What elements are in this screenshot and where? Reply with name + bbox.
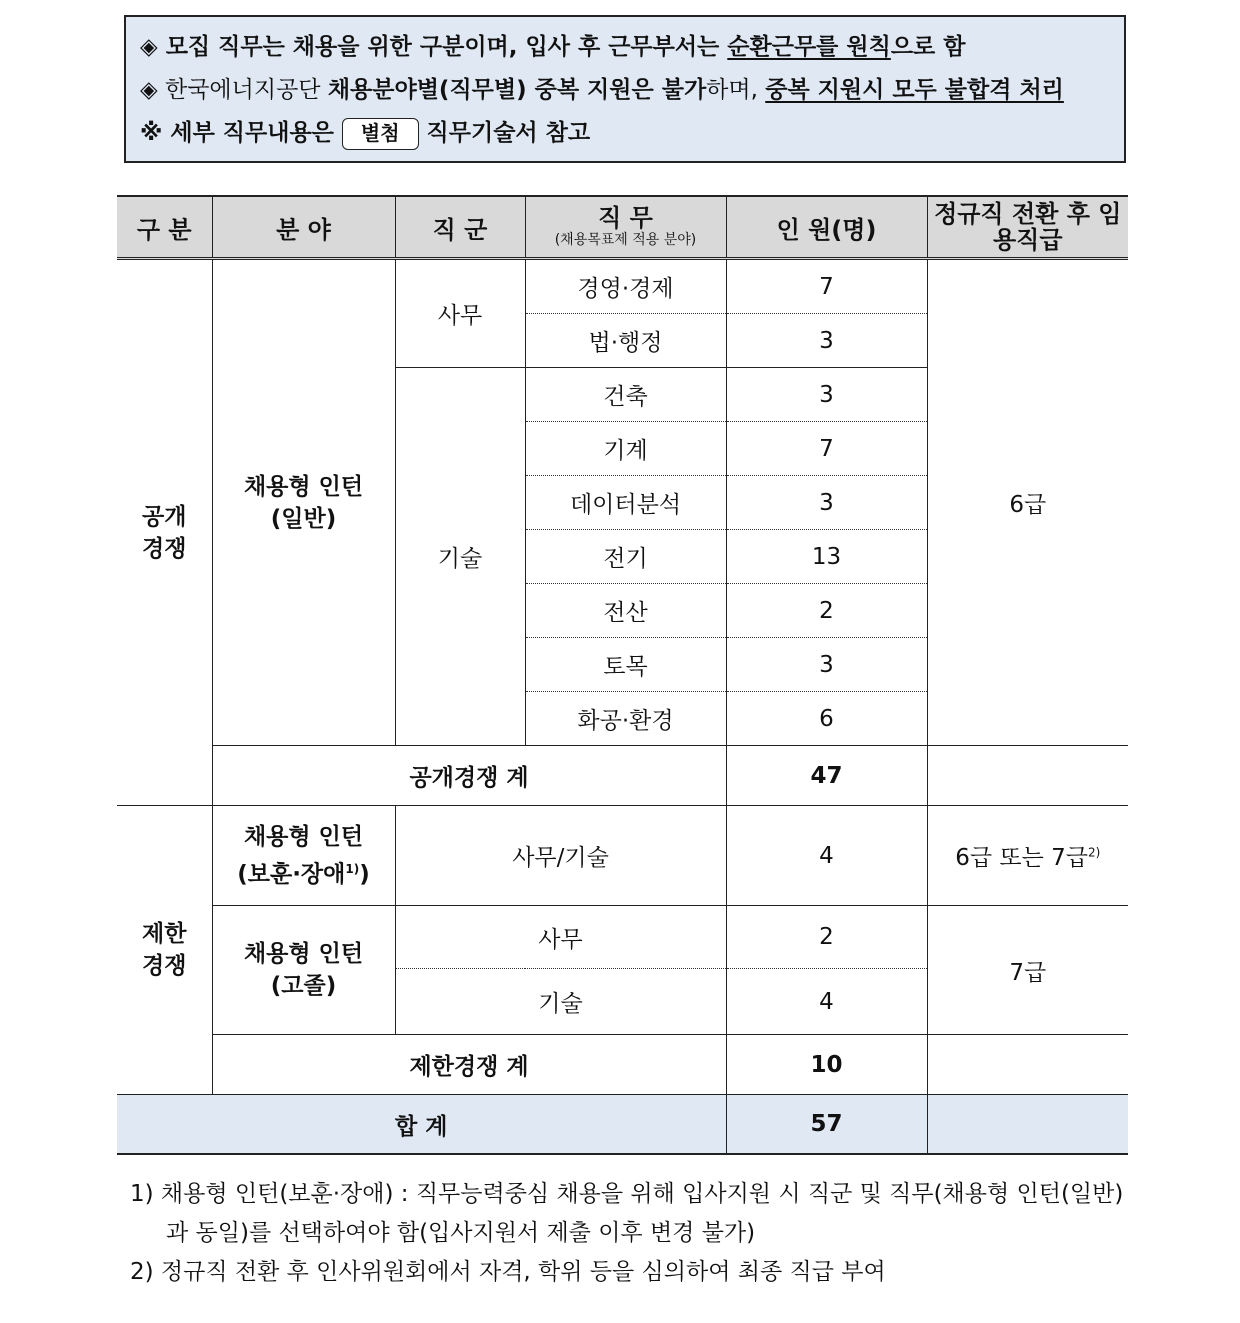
veteran-field bbox=[212, 806, 395, 906]
total-row bbox=[117, 1095, 1128, 1155]
count-cell: 2 bbox=[726, 906, 927, 969]
count-cell: 4 bbox=[726, 969, 927, 1035]
highschool-grade: 7급 bbox=[927, 906, 1128, 1035]
footnote-2: 2) 정규직 전환 후 인사위원회에서 자격, 학위 등을 심의하여 최종 직급 부여 bbox=[130, 1259, 886, 1285]
count-cell: 4 bbox=[726, 806, 927, 906]
count-cell: 3 bbox=[726, 314, 927, 368]
limited-subtotal-count: 10 bbox=[726, 1035, 927, 1095]
veteran-field-line1: 채용형 인턴 bbox=[243, 823, 364, 850]
table-row bbox=[117, 259, 1128, 314]
open-subtotal-count: 47 bbox=[726, 746, 927, 806]
header-group: 직 군 bbox=[395, 196, 525, 259]
job-cell: 전기 bbox=[525, 530, 726, 584]
notice-line-2 bbox=[140, 72, 1124, 115]
job-cell: 기술 bbox=[395, 969, 726, 1035]
veteran-field-line2: (보훈·장애 bbox=[237, 861, 346, 888]
job-cell: 토목 bbox=[525, 638, 726, 692]
job-cell: 기계 bbox=[525, 422, 726, 476]
footnote-1: 1) 채용형 인턴(보훈·장애) : 직무능력중심 채용을 위해 입사지원 시 직군 및 직무(채용형 인턴(일반)과 동일)를 선택하여야 함(입사지원서 제출 이후 변경 불가) bbox=[130, 1181, 1124, 1246]
notice-line-3-text: ※ 세부 직무내용은 bbox=[140, 120, 334, 146]
header-gubun: 구 분 bbox=[117, 196, 212, 259]
header-grade-text: 정규직 전환 후 임용직급 bbox=[934, 200, 1122, 254]
count-cell: 7 bbox=[726, 259, 927, 314]
veteran-field-close: ) bbox=[359, 861, 370, 888]
notice-line-1 bbox=[140, 29, 1124, 72]
open-competition-label: 공개 경쟁 bbox=[117, 259, 212, 806]
count-cell: 6 bbox=[726, 692, 927, 746]
count-cell: 3 bbox=[726, 476, 927, 530]
job-cell: 전산 bbox=[525, 584, 726, 638]
attachment-badge: 별첨 bbox=[342, 118, 419, 150]
count-cell: 7 bbox=[726, 422, 927, 476]
highschool-field: 채용형 인턴 (고졸) bbox=[212, 906, 395, 1035]
header-job bbox=[525, 196, 726, 259]
header-count: 인 원(명) bbox=[726, 196, 927, 259]
notice-box bbox=[124, 15, 1126, 163]
footnote-ref-1: 1) bbox=[345, 861, 360, 876]
office-group: 사무 bbox=[395, 259, 525, 368]
count-cell: 3 bbox=[726, 368, 927, 422]
header-field: 분 야 bbox=[212, 196, 395, 259]
open-subtotal-label: 공개경쟁 계 bbox=[212, 746, 726, 806]
count-cell: 13 bbox=[726, 530, 927, 584]
open-field: 채용형 인턴 (일반) bbox=[212, 259, 395, 746]
notice-line-2-bold: 채용분야별(직무별) 중복 지원은 불가 bbox=[327, 77, 707, 103]
notice-line-3-end: 직무기술서 참고 bbox=[426, 120, 591, 146]
limited-subtotal-grade bbox=[927, 1035, 1128, 1095]
open-subtotal-row bbox=[117, 746, 1128, 806]
header-job-sub: (채용목표제 적용 분야) bbox=[554, 232, 697, 248]
total-grade bbox=[927, 1095, 1128, 1155]
notice-line-1-text: ◈ 모집 직무는 채용을 위한 구분이며, 입사 후 근무부서는 bbox=[140, 34, 728, 60]
recruitment-table bbox=[117, 195, 1128, 1155]
header-grade bbox=[927, 196, 1128, 259]
job-cell: 데이터분석 bbox=[525, 476, 726, 530]
job-cell: 화공·환경 bbox=[525, 692, 726, 746]
job-cell: 사무/기술 bbox=[395, 806, 726, 906]
footnote-ref-2: 2) bbox=[1087, 845, 1101, 860]
job-cell: 건축 bbox=[525, 368, 726, 422]
header-job-title: 직 무 bbox=[598, 204, 653, 232]
table-row bbox=[117, 806, 1128, 906]
table-row bbox=[117, 906, 1128, 969]
job-cell: 경영·경제 bbox=[525, 259, 726, 314]
total-count: 57 bbox=[726, 1095, 927, 1155]
open-subtotal-grade bbox=[927, 746, 1128, 806]
job-cell: 사무 bbox=[395, 906, 726, 969]
limited-subtotal-row bbox=[117, 1035, 1128, 1095]
limited-competition-label: 제한 경쟁 bbox=[117, 806, 212, 1095]
count-cell: 3 bbox=[726, 638, 927, 692]
veteran-grade bbox=[927, 806, 1128, 906]
notice-line-1-end: 으로 함 bbox=[890, 34, 966, 60]
notice-line-3 bbox=[140, 115, 1124, 158]
notice-line-2-underlined: 중복 지원시 모두 불합격 처리 bbox=[765, 77, 1064, 103]
open-grade: 6급 bbox=[927, 259, 1128, 746]
notice-line-2-text: ◈ 한국에너지공단 bbox=[140, 77, 328, 103]
tech-group: 기술 bbox=[395, 368, 525, 746]
job-cell: 법·행정 bbox=[525, 314, 726, 368]
veteran-grade-text: 6급 또는 7급 bbox=[955, 845, 1088, 871]
footnotes bbox=[130, 1175, 1130, 1292]
total-label: 합 계 bbox=[117, 1095, 726, 1155]
notice-line-2-mid: 하며, bbox=[706, 77, 766, 103]
limited-subtotal-label: 제한경쟁 계 bbox=[212, 1035, 726, 1095]
count-cell: 2 bbox=[726, 584, 927, 638]
header-row bbox=[117, 196, 1128, 259]
notice-line-1-underlined: 순환근무를 원칙 bbox=[727, 34, 891, 60]
